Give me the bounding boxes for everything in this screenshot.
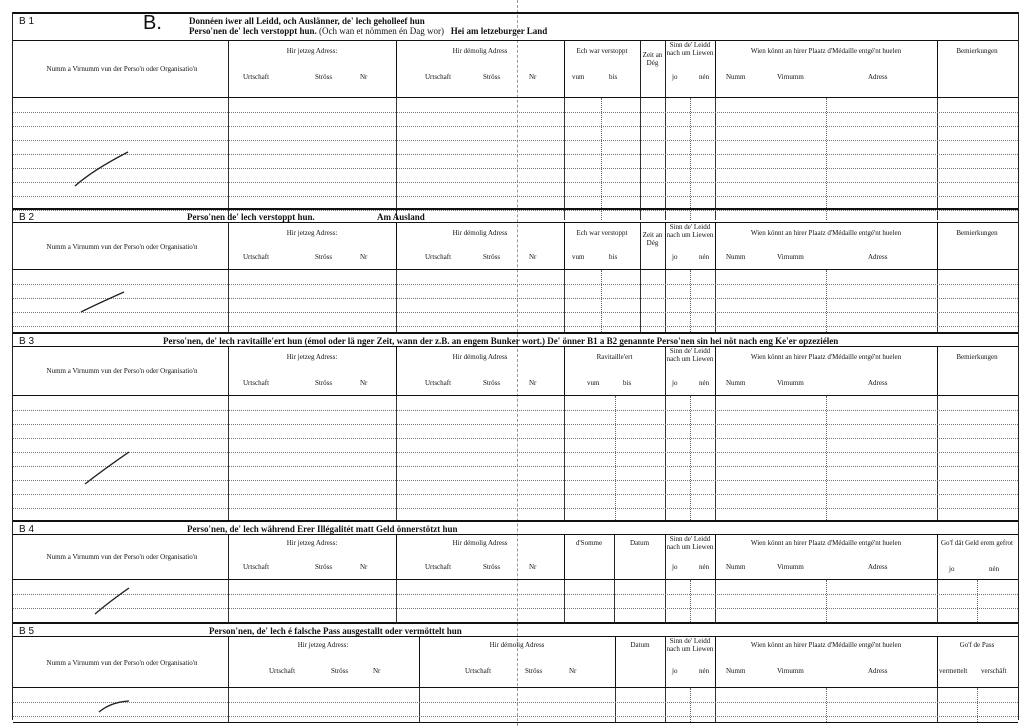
section-header xyxy=(13,534,1018,580)
section-title-line-2: Perso'nen de' lech verstoppt hun. xyxy=(189,26,317,36)
header-no: nén xyxy=(699,667,710,675)
header-days: Zeit an Dég xyxy=(642,51,663,67)
header-nr: Nr xyxy=(360,73,368,81)
header-street-former: Ströss xyxy=(525,667,543,675)
section-header xyxy=(13,636,1018,688)
header-saved: Sinn de' Leidd nach um Liewen xyxy=(666,347,714,363)
section-body xyxy=(13,98,1018,220)
header-nr-former: Nr xyxy=(529,253,537,261)
section-b5 xyxy=(13,622,1018,723)
header-town: Urtschaft xyxy=(243,563,270,571)
section-code: B 4 xyxy=(19,524,35,535)
header-name: Numm a Virnumm vun der Perso'n oder Organisatio'n xyxy=(46,243,198,251)
section-code: B 3 xyxy=(19,336,35,347)
header-town: Urtschaft xyxy=(243,253,270,261)
form-sheet xyxy=(12,12,1019,720)
header-former-address: Hir démolig Adress xyxy=(489,641,545,649)
header-from: vum xyxy=(587,379,600,387)
header-r-yes: vermettelt xyxy=(939,667,968,675)
form-letter: B. xyxy=(143,12,162,34)
header-medal-first: Virnumm xyxy=(777,563,804,571)
header-hidden: Ech war verstoppt xyxy=(576,47,628,55)
header-medal: Wien könnt an hirer Plaatz d'Médaille entgé'nt huelen xyxy=(750,353,902,361)
section-b3 xyxy=(13,332,1018,522)
header-town-former: Urtschaft xyxy=(425,563,452,571)
header-medal-name: Numm xyxy=(726,563,746,571)
header-r-no: nén xyxy=(989,565,1000,573)
header-sum: d'Somme xyxy=(575,539,603,547)
header-medal-name: Numm xyxy=(726,379,746,387)
header-current-address: Hir jetzeg Adress: xyxy=(297,641,349,649)
header-medal-name: Numm xyxy=(726,73,746,81)
header-yes: jo xyxy=(672,563,678,571)
header-date: Datum xyxy=(629,539,650,547)
section-header xyxy=(13,40,1018,98)
header-medal: Wien könnt an hirer Plaatz d'Médaille entgé'nt huelen xyxy=(750,641,902,649)
section-code: B 2 xyxy=(19,212,35,223)
section-body xyxy=(13,270,1018,334)
header-street: Ströss xyxy=(315,73,333,81)
header-no: nén xyxy=(699,73,710,81)
header-medal: Wien könnt an hirer Plaatz d'Médaille entgé'nt huelen xyxy=(750,539,902,547)
header-remarks: Bemierkungen xyxy=(956,353,998,361)
section-title: Person'nen, de' lech é falsche Pass ausgestallt oder vermöttelt hun xyxy=(209,626,462,636)
header-yes: jo xyxy=(672,73,678,81)
header-nr-former: Nr xyxy=(529,379,537,387)
section-body xyxy=(13,688,1018,722)
header-name: Numm a Virnumm vun der Perso'n oder Organisatio'n xyxy=(46,553,198,561)
header-current-address: Hir jetzeg Adress: xyxy=(286,353,338,361)
header-former-address: Hir démolig Adress xyxy=(452,353,508,361)
section-title-line-1: Perso'nen de' lech verstoppt hun. xyxy=(187,212,315,222)
section-title xyxy=(189,16,547,36)
header-street: Ströss xyxy=(331,667,349,675)
header-medal-addr: Adress xyxy=(868,73,888,81)
header-nr-former: Nr xyxy=(529,73,537,81)
header-nr: Nr xyxy=(360,253,368,261)
header-former-address: Hir démolig Adress xyxy=(452,539,508,547)
section-header xyxy=(13,222,1018,270)
header-r-yes: jo xyxy=(949,565,955,573)
header-yes: jo xyxy=(672,379,678,387)
header-medal: Wien könnt an hirer Plaatz d'Médaille entgé'nt huelen xyxy=(750,47,902,55)
header-medal-addr: Adress xyxy=(868,379,888,387)
header-nr-former: Nr xyxy=(569,667,577,675)
header-saved: Sinn de' Leidd nach um Liewen xyxy=(666,637,714,653)
header-current-address: Hir jetzeg Adress: xyxy=(286,229,338,237)
header-nr: Nr xyxy=(360,563,368,571)
section-title-place: Am Ausland xyxy=(377,212,425,222)
header-street-former: Ströss xyxy=(483,563,501,571)
header-to: bis xyxy=(609,73,618,81)
header-name: Numm a Virnumm vun der Perso'n oder Organisatio'n xyxy=(46,659,198,667)
header-money-returned: Go'f dät Geld erem gefrot xyxy=(940,539,1013,547)
header-date: Datum xyxy=(630,641,650,649)
header-former-address: Hir démolig Adress xyxy=(452,229,508,237)
section-body xyxy=(13,396,1018,522)
header-remarks: Bemierkungen xyxy=(956,47,998,55)
pen-stroke xyxy=(79,290,129,314)
header-days: Zeit an Dég xyxy=(642,231,663,247)
header-nr-former: Nr xyxy=(529,563,537,571)
section-title-note: (Och wan et nömmen én Dag wor) xyxy=(319,26,444,36)
section-title xyxy=(187,212,425,222)
section-b1 xyxy=(13,12,1018,220)
header-town-former: Urtschaft xyxy=(425,379,452,387)
header-saved: Sinn de' Leidd nach um Liewen xyxy=(666,223,714,239)
header-street-former: Ströss xyxy=(483,253,501,261)
section-body xyxy=(13,580,1018,624)
header-saved: Sinn de' Leidd nach um Liewen xyxy=(666,41,714,57)
header-street: Ströss xyxy=(315,253,333,261)
header-medal: Wien könnt an hirer Plaatz d'Médaille entgé'nt huelen xyxy=(750,229,902,237)
header-current-address: Hir jetzeg Adress: xyxy=(286,47,338,55)
header-name: Numm a Virnumm vun der Perso'n oder Organisatio'n xyxy=(46,65,198,73)
header-from: vum xyxy=(572,253,585,261)
header-no: nén xyxy=(699,563,710,571)
pen-stroke xyxy=(97,698,133,714)
header-to: bis xyxy=(623,379,632,387)
header-current-address: Hir jetzeg Adress: xyxy=(286,539,338,547)
header-no: nén xyxy=(699,379,710,387)
header-remarks: Bemierkungen xyxy=(956,229,998,237)
header-hidden: Ech war verstoppt xyxy=(576,229,628,237)
section-header xyxy=(13,346,1018,396)
section-title-line-1: Donnéen iwer all Leidd, och Auslänner, de' lech geholleef hun xyxy=(189,16,425,26)
header-r-no: verschäft xyxy=(981,667,1007,675)
header-street: Ströss xyxy=(315,563,333,571)
header-town-former: Urtschaft xyxy=(465,667,492,675)
header-supplied: Ravitaille'ert xyxy=(596,353,633,361)
section-b2 xyxy=(13,208,1018,334)
header-nr: Nr xyxy=(360,379,368,387)
header-town-former: Urtschaft xyxy=(425,73,452,81)
header-no: nén xyxy=(699,253,710,261)
pen-stroke xyxy=(83,450,133,486)
header-nr: Nr xyxy=(373,667,381,675)
header-town-former: Urtschaft xyxy=(425,253,452,261)
header-to: bis xyxy=(609,253,618,261)
header-medal-addr: Adress xyxy=(868,563,888,571)
section-title-place: Hei am letzeburger Land xyxy=(450,26,548,36)
section-code: B 5 xyxy=(19,626,35,637)
header-medal-first: Virnumm xyxy=(777,73,804,81)
pen-stroke xyxy=(73,150,133,190)
header-yes: jo xyxy=(672,667,678,675)
pen-stroke xyxy=(93,586,133,616)
header-passport: Go'f de Pass xyxy=(959,641,995,649)
header-town: Urtschaft xyxy=(243,379,270,387)
header-saved: Sinn de' Leidd nach um Liewen xyxy=(666,535,714,551)
section-code: B 1 xyxy=(19,16,35,27)
header-street-former: Ströss xyxy=(483,73,501,81)
section-b4 xyxy=(13,520,1018,624)
header-medal-first: Virnumm xyxy=(777,379,804,387)
header-town: Urtschaft xyxy=(243,73,270,81)
header-from: vum xyxy=(572,73,585,81)
header-street-former: Ströss xyxy=(483,379,501,387)
header-medal-addr: Adress xyxy=(868,667,888,675)
section-title: Perso'nen, de' lech während Erer Illégalitét matt Geld önnerstötzt hun xyxy=(187,524,458,534)
header-medal-first: Virnumm xyxy=(777,253,804,261)
header-yes: jo xyxy=(672,253,678,261)
header-town: Urtschaft xyxy=(269,667,296,675)
header-name: Numm a Virnumm vun der Perso'n oder Organisatio'n xyxy=(46,367,198,375)
header-former-address: Hir démolig Adress xyxy=(452,47,508,55)
header-medal-name: Numm xyxy=(726,667,746,675)
header-medal-first: Virnumm xyxy=(777,667,804,675)
section-title: Perso'nen, de' lech ravitaille'ert hun (émol oder lä nger Zeit, wann der z.B. an engem Bunker wort.) De' önner B1 a B2 genannte Perso'nen sin hei nöt nach eng Ke'er opzeziélen xyxy=(163,336,839,346)
header-medal-name: Numm xyxy=(726,253,746,261)
header-medal-addr: Adress xyxy=(868,253,888,261)
header-street: Ströss xyxy=(315,379,333,387)
